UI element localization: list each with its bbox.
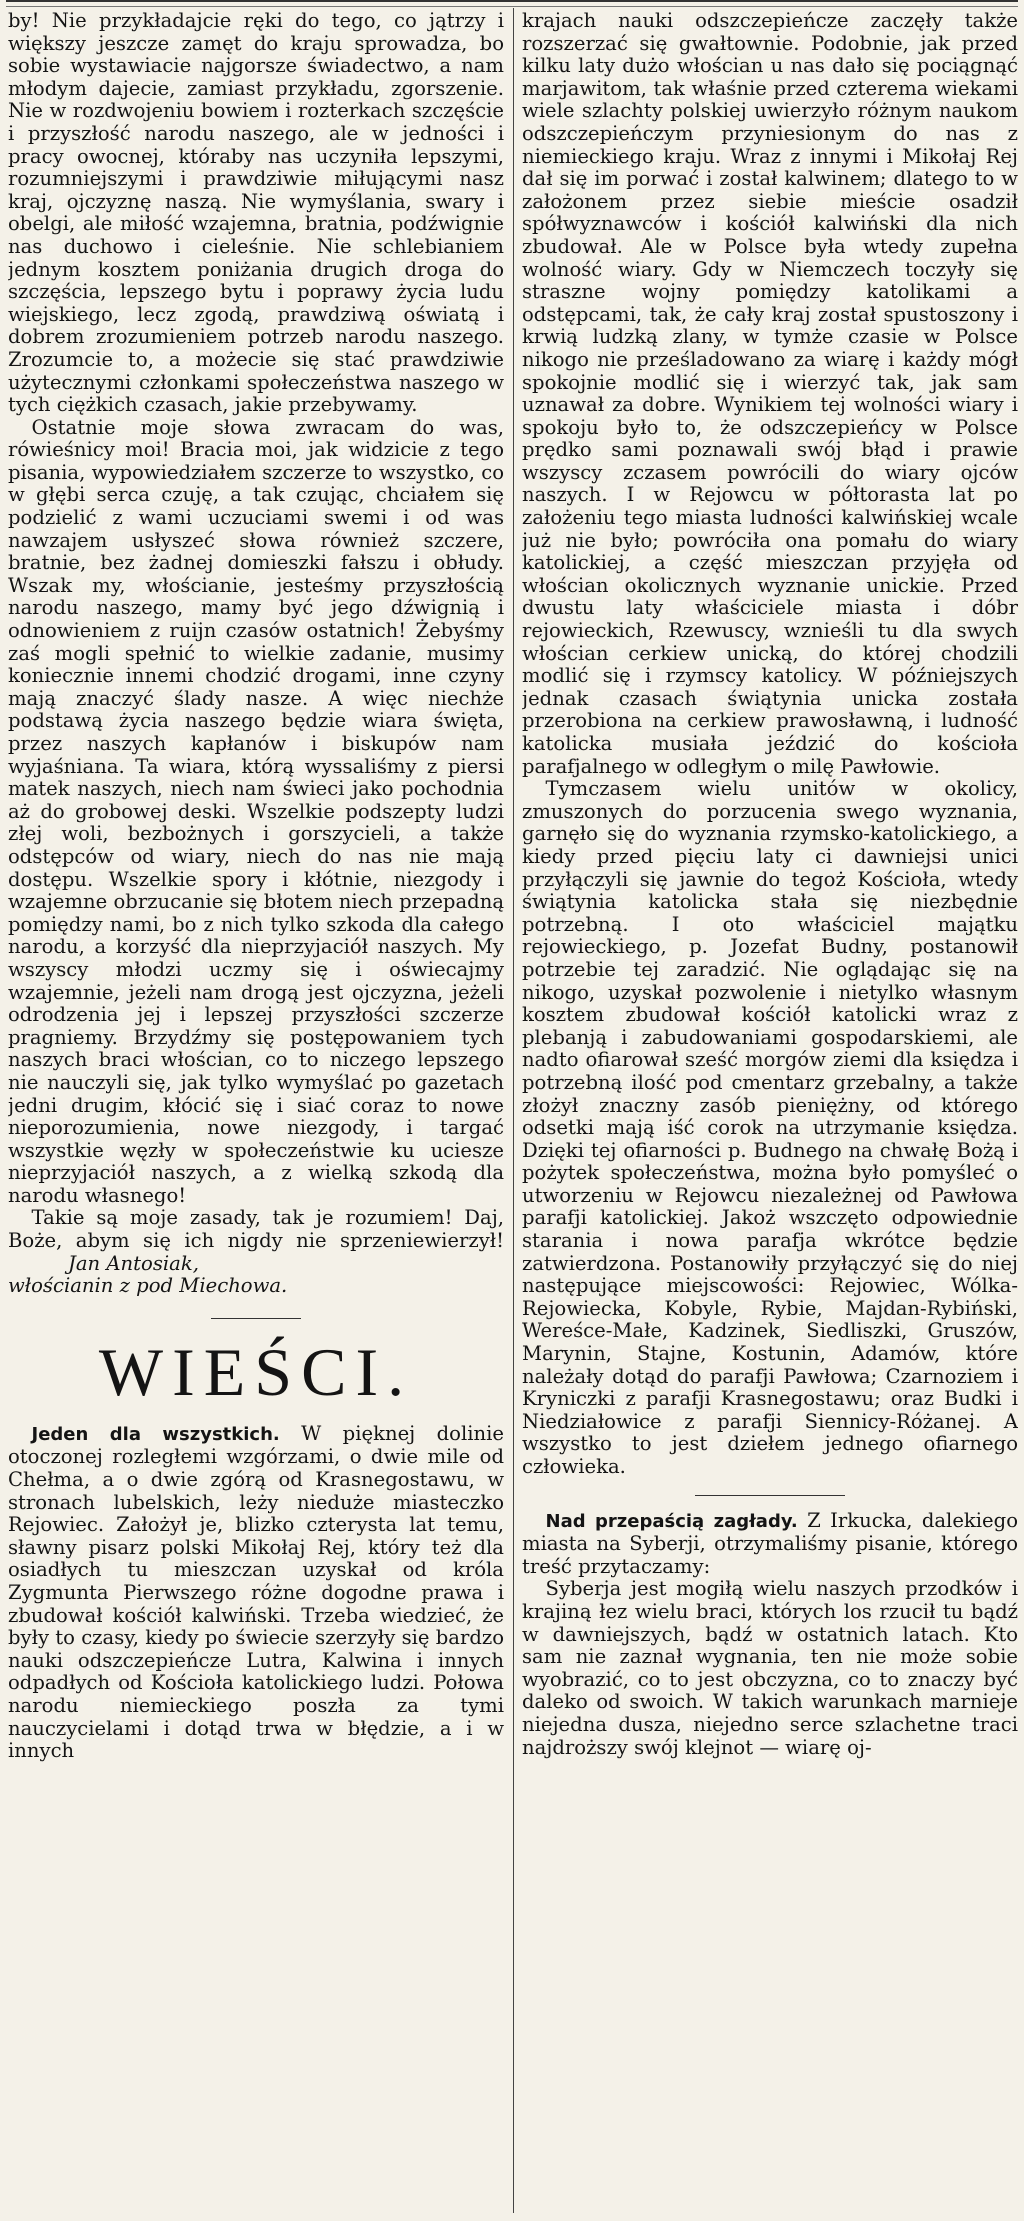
letter-paragraph: by! Nie przykładajcie ręki do tego, co jątrzy i większy jeszcze zamęt do kraju sprowadza, bo sobie wystawiacie najgorsze świadectwo, a nam młodym dajecie, zamiast przykładu, zgorszenie. Nie w rozdwojeniu bowiem i rozterkach szczęście i przyszłość narodu naszego, ale w jedności i pracy owocnej, któraby nas uczyniła lepszymi, rozumniejszymi i prawdziwie miłującymi nasz kraj, ojczyznę naszą. Nie wymyślania, swary i obelgi, ale miłość wzajemna, bratnia, podźwignie nas duchowo i cieleśnie. Nie schlebianiem jednym kosztem poniżania drugich droga do szczęścia, lepszego bytu i poprawy życia ludu wiejskiego, lecz zgodą, prawdziwą oświatą i dobrem zrozumieniem potrzeb narodu naszego. Zrozumcie to, a możecie się stać prawdziwie użytecznymi członkami społeczeństwa naszego w tych ciężkich czasach, jakie przebywamy. [8,10,504,417]
news-item-irkutsk [522,1510,1018,1579]
column-divider [513,8,514,2213]
news-headline: Jeden dla wszystkich. [31,1423,280,1445]
letter-paragraph: Ostatnie moje słowa zwracam do was, rówieśnicy moi! Bracia moi, jak widzicie z tego pisania, wypowiedziałem szczerze to wszystko, co w głębi serca czuję, a tak czując, chciałem się podzielić z wami uczuciami swemi i od was nawzajem usłyszeć słowa również szczere, bratnie, bez żadnej domieszki fałszu i obłudy. Wszak my, włościanie, jesteśmy przyszłością narodu naszego, mamy być jego dźwignią i odnowieniem z ruijn czasów ostatnich! Żebyśmy zaś mogli spełnić to wielkie zadanie, musimy koniecznie innemi chodzić drogami, inne czyny mają znaczyć ślady nasze. A więc niechże podstawą życia naszego będzie wiara święta, przez naszych kapłanów i biskupów nam wyjaśniana. Ta wiara, którą wyssaliśmy z piersi matek naszych, niech nam świeci jako pochodnia aż do grobowej deski. Wszelkie podszepty ludzi złej woli, bezbożnych i gorszycieli, a także odstępców od wiary, niech do nas nie mają dostępu. Wszelkie spory i kłótnie, niezgody i wzajemne obrzucanie się błotem niech przepadną pomiędzy nami, bo z nich tylko szkoda dla całego narodu, a korzyść dla nieprzyjaciół naszych. My wszyscy młodzi uczmy się i oświecajmy wzajemnie, jeżeli nam drogą jest ojczyzna, jeżeli odrodzenia jej i lepszej przyszłości szczerze pragniemy. Brzydźmy się postępowaniem tych naszych braci włościan, co to niczego lepszego nie nauczyli się, jak tylko wymyślać po gazetach jedni drugim, kłócić się i siać coraz to nowe nieporozumienia, nowe niezgody, i targać wszystkie węzły w społeczeństwie ku uciesze nieprzyjaciół naszych, a z wielką szkodą dla narodu własnego! [8,415,504,1207]
news-body-continued: krajach nauki odszczepieńcze zaczęły także rozszerzać się gwałtownie. Podobnie, jak przed kilku laty dużo włościan u nas dało się pociągnąć marjawitom, tak właśnie przed czterema wiekami wiele szlachty polskiej uwierzyło różnym naukom odszczepieńczym przyniesionym do nas z niemieckiego kraju. Wraz z innymi i Mikołaj Rej dał się im porwać i został kalwinem; dlatego to w założonem przez siebie mieście osadził spółwyznawców i kościół kalwiński dla nich zbudował. Ale w Polsce była wtedy zupełna wolność wiary. Gdy w Niemczech toczyły się straszne wojny pomiędzy katolikami a odstępcami, tak, że cały kraj został spustoszony i krwią ludzką zlany, w tymże czasie w Polsce nikogo nie prześladowano za wiarę i każdy mógł spokojnie modlić się i wierzyć tak, jak sam uznawał za dobre. Wynikiem tej wolności wiary i spokoju było to, że odszczepieńcy w Polsce prędko sami poznawali swój błąd i prawie wszyscy zczasem powrócili do wiary ojców naszych. I w Rejowcu w półtorasta lat po założeniu tego miasta ludności kalwińskiej wcale już nie było; powróciła ona pomału do wiary katolickiej, a część mieszczan przyjęła od włościan okolicznych wyznanie unickie. Przed dwustu laty właściciele miasta i dóbr rejowieckich, Rzewuscy, wznieśli tu dla swych włościan cerkiew unicką, do której chodzili modlić się i rzymscy katolicy. W późniejszych jednak czasach świątynia unicka została przerobiona na cerkiew prawosławną, i ludność katolicka musiała jeździć do kościoła parafjalnego w odległym o milę Pawłowie. [522,10,1018,778]
news-separator [695,1495,845,1496]
section-separator [211,1318,301,1319]
signature-name: Jan Antosiak, [68,1251,199,1275]
right-column [522,10,1018,2210]
top-border-rule [6,0,1018,7]
news-body-paragraph: Tymczasem wielu unitów w okolicy, zmuszonych do porzucenia swego wyznania, garnęło się do wyznania rzymsko-katolickiego, a kiedy przed pięciu laty ci dawniejsi unici przyłączyli się jawnie do tegoż Kościoła, wtedy świątynia katolicka stała się niezbędnie potrzebną. I oto właściciel majątku rejowieckiego, p. Jozefat Budny, postanowił potrzebie tej zaradzić. Nie oglądając się na nikogo, uzyskał pozwolenie i nietylko własnym kosztem zbudował kościół katolicki wraz z plebanją i zabudowaniami gospodarskiemi, ale nadto ofiarował sześć morgów ziemi dla księdza i potrzebną ilość pod cmentarz grzebalny, a także złożył znaczny zasób pieniężny, od którego odsetki mają iść corok na utrzymanie księdza. Dzięki tej ofiarności p. Budnego na chwałę Bożą i pożytek społeczeństwa, można było pomyśleć o utworzeniu w Rejowcu niezależnej od Pawłowa parafji katolickiej. Jakoż wszczęto odpowiednie starania i nowa parafja wkrótce będzie zatwierdzona. Postanowiły przyłączyć się do niej następujące miejscowości: Rejowiec, Wólka-Rejowiecka, Kobyle, Rybie, Majdan-Rybiński, Wereśce-Małe, Kadzinek, Siedliszki, Gruszów, Marynin, Stajne, Kostunin, Adamów, które należały dotąd do parafji Pawłowa; Czarnoziem i Kryniczki z parafji Krasnegostawu; oraz Budki i Niedziałowice z parafji Siennicy-Różanej. A wszystko to jest dziełem jednego ofiarnego człowieka. [522,777,1018,1478]
left-column [8,10,504,2210]
news-intro: Z Irkucka, dalekiego miasta na Syberji, otrzymaliśmy pisanie, którego treść przytaczamy: [522,1508,1018,1578]
news-body: Syberja jest mogiłą wielu naszych przodków i krajiną łez wielu braci, których los rzucił tu bądź w dawniejszych, bądź w ostatnich latach. Kto sam nie zaznał wygnania, ten nie może sobie wyobrazić, co to jest obczyzna, co to znaczy być daleko od swoich. W takich warunkach marnieje niejedna dusza, niejedno serce szlachetne traci najdroższy swój klejnot — wiarę oj- [522,1577,1018,1759]
letter-closing [8,1207,504,1275]
news-body: W pięknej dolinie otoczonej rozległemi wzgórzami, o dwie mile od Chełma, a o dwie zgórą od Krasnegostawu, w stronach lubelskich, leży nieduże miasteczko Rejowiec. Założył je, blizko czterysta lat temu, sławny pisarz polski Mikołaj Rej, który też dla osiadłych tu mieszczan uzyskał od króla Zygmunta Pierwszego różne dogodne prawa i zbudował kościół kalwiński. Trzeba wiedzieć, że były to czasy, kiedy po świecie szerzyły się bardzo nauki odszczepieńcze Lutra, Kalwina i innych odpadłych od Kościoła katolickiego ludzi. Połowa narodu niemieckiego poszła za tymi nauczycielami i dotąd trwa w błędzie, a i w innych [8,1421,504,1763]
signature-origin: włościanin z pod Miechowa. [8,1274,288,1298]
news-headline: Nad przepaścią zagłady. [545,1510,798,1532]
news-item-rejowiec [8,1423,504,1763]
section-title: WIEŚCI. [98,1333,414,1410]
closing-text: Takie są moje zasady, tak je rozumiem! Daj, Boże, abym się ich nigdy nie sprzeniewierzył! [8,1206,504,1253]
